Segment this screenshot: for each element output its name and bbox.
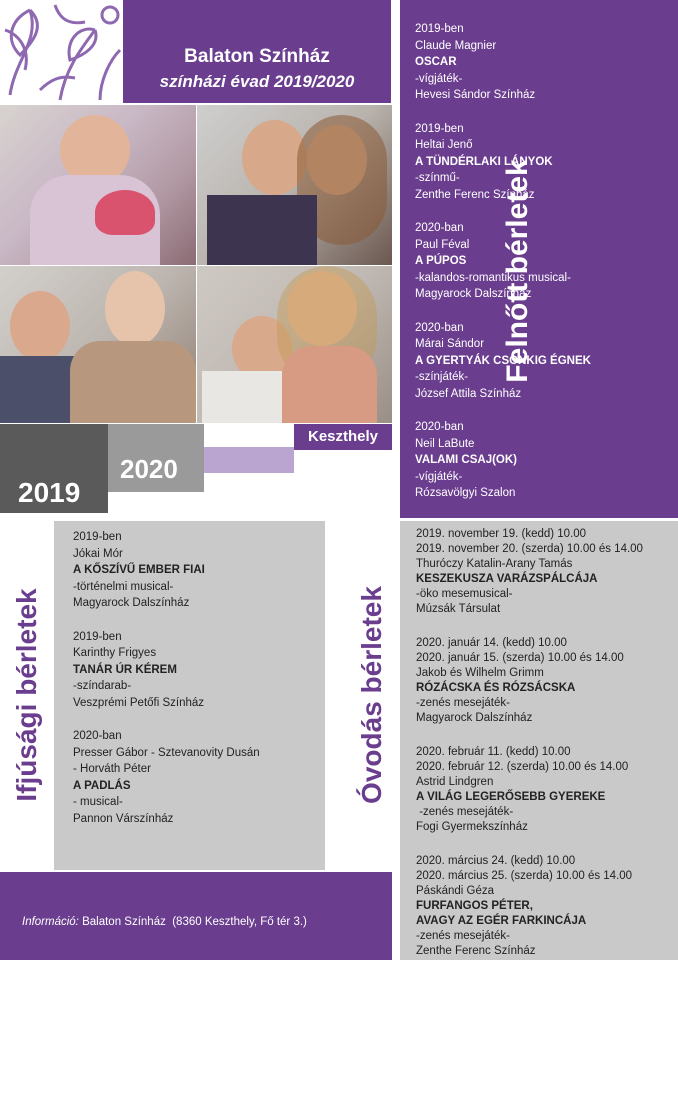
adult-item-when: 2020-ban [415,421,464,433]
footer-phone-line [22,965,387,982]
year-2020-block [108,424,204,492]
info-text: Balaton Színház (8360 Keszthely, Fő tér 3.) [78,916,307,928]
kinder-item-company: Fogi Gyermekszínház [416,821,528,833]
footer-season-line [22,1067,387,1084]
adult-item-play: OSCAR [415,56,457,68]
kinder-item-author: Thuróczy Katalin-Arany Tamás [416,558,573,570]
youth-item-play: TANÁR ÚR KÉREM [73,663,177,676]
season-title: színházi évad 2019/2020 [159,72,355,91]
youth-item-genre: -színdarab- [73,680,132,692]
kinder-item-date1: 2019. november 19. (kedd) 10.00 [416,528,587,540]
kinder-item [416,745,676,835]
kinder-item-date1: 2020. január 14. (kedd) 10.00 [416,637,567,649]
phone-label: Telefon: [22,967,63,979]
year-2019: 2019 [18,477,81,508]
adult-item-genre: -színmű- [415,172,460,184]
kinder-item-genre: -zenés mesejáték- [416,806,514,818]
kinder-title-wrap [345,520,400,870]
phone-number[interactable]: 83/515-230 [62,967,127,979]
year-2020: 2020 [120,454,178,484]
adult-item [415,21,635,104]
theatre-name: Balaton Színház [184,46,330,67]
youth-item-company: Pannon Várszínház [73,812,174,825]
light-purple-block [204,447,294,473]
sale-label: Értékesítés: [177,1069,239,1081]
footer-info [0,872,392,1081]
youth-item-when: 2020-ban [73,730,122,742]
youth-item-author: Presser Gábor - Sztevanovity Dusán [73,746,260,759]
youth-item [73,629,323,712]
adult-item-author: Heltai Jenő [415,139,473,151]
kinder-item-author: Páskándi Géza [416,885,494,897]
adult-item-play: A TÜNDÉRLAKI LÁNYOK [415,155,553,168]
footer-email-web[interactable]: jegy@balatonszinhaz.hu www.balatonszinhaz.hu [22,1018,275,1030]
kinder-item-date1: 2020. február 11. (kedd) 10.00 [416,746,571,758]
youth-list [73,529,323,844]
youth-item-genre: -történelmi musical- [73,580,174,593]
kinder-item-play: RÓZÁCSKA ÉS RÓZSÁCSKA [416,682,576,694]
city-name: Keszthely [307,428,379,445]
kinder-item-author: Jakob és Wilhelm Grimm [416,667,544,679]
adult-item-when: 2020-ban [415,321,464,334]
kinder-item-genre: -öko mesemusical- [416,588,513,600]
season-phone[interactable]: 83/515-232 [109,1069,178,1081]
info-label: Információ: [22,916,79,928]
kinder-section [400,521,678,960]
adult-item [415,320,635,403]
ticket-label: Jegypénztár: [126,967,196,979]
sale-text: szeptember 4-től [238,1069,327,1081]
kinder-item-company: Magyarock Dalszínház [416,712,533,724]
youth-title: Ifjúsági bérletek [11,588,42,802]
ticket-number[interactable]: 83/515-232 [195,967,258,979]
kinder-item-date2: 2020. február 12. (szerda) 10.00 és 14.00 [416,761,629,773]
adult-item-genre: -színjáték- [415,371,469,383]
kinder-item-date2: 2019. november 20. (szerda) 10.00 és 14.00 [416,543,643,555]
youth-item-genre: - musical- [73,796,123,808]
adult-section [400,0,678,518]
kinder-list [416,527,676,959]
kinder-item-genre: -zenés mesejáték- [416,930,510,942]
kinder-item-play-2: AVAGY AZ EGÉR FARKINCÁJA [416,915,587,927]
adult-item-genre: -kalandos-romantikus musical- [415,271,571,284]
youth-item [73,728,323,827]
adult-item-author: Márai Sándor [415,338,485,350]
kinder-item-play: A VILÁG LEGERŐSEBB GYEREKE [416,791,606,803]
youth-item-when: 2019-ben [73,531,122,543]
adult-item-play: A GYERTYÁK CSONKIG ÉGNEK [415,354,591,367]
footer-text [22,880,387,1118]
kinder-item-play: FURFANGOS PÉTER, [416,900,533,912]
youth-item-company: Magyarock Dalszínház [73,597,190,609]
kinder-item-author: Astrid Lindgren [416,776,494,788]
city-block [294,424,392,450]
photo-4 [197,266,392,423]
header-block [123,0,391,103]
youth-item-author-2: - Horváth Péter [73,763,151,775]
adult-item [415,121,635,204]
adult-item-when: 2019-ben [415,23,464,35]
kinder-item-date2: 2020. március 25. (szerda) 10.00 és 14.00 [416,870,633,882]
adult-item-when: 2020-ban [415,222,464,234]
adult-item-when: 2019-ben [415,122,464,135]
tulip-pattern-icon [0,0,123,103]
adult-title: Felnőtt bérletek [501,159,534,383]
adult-item-author: Neil LaBute [415,437,475,450]
photo-1 [0,105,196,265]
season-label: Bérletelőjegyzés: [22,1069,110,1081]
kinder-item-date2: 2020. január 15. (szerda) 10.00 és 14.00 [416,652,624,664]
kinder-item-genre: -zenés mesejáték- [416,697,510,709]
kinder-item-play: KESZEKUSZA VARÁZSPÁLCÁJA [416,573,598,585]
photo-2 [197,105,392,265]
kinder-item-company: Zenthe Ferenc Színház [416,945,536,957]
adult-item-company: Magyarock Dalszínház [415,288,532,300]
youth-title-wrap [0,520,54,870]
year-2019-block [0,424,108,513]
kinder-item [416,854,676,959]
adult-item-play: VALAMI CSAJ(OK) [415,454,518,466]
adult-item-play: A PÚPOS [415,255,467,267]
adult-item-company: Hevesi Sándor Színház [415,89,536,101]
adult-item-genre: -vígjáték- [415,72,463,85]
youth-item-play: A PADLÁS [73,779,131,792]
youth-item-author: Karinthy Frigyes [73,647,157,659]
adult-item-company: József Attila Színház [415,387,522,400]
footer-info-line [22,914,387,931]
adult-item [415,419,635,502]
youth-item [73,529,323,612]
kinder-item [416,527,676,617]
adult-item-company: Zenthe Ferenc Színház [415,188,535,201]
youth-item-when: 2019-ben [73,630,122,643]
tulip-pattern [0,0,123,103]
kinder-title: Óvodás bérletek [356,586,387,804]
adult-item-author: Claude Magnier [415,39,497,52]
youth-item-company: Veszprémi Petőfi Színház [73,696,205,709]
youth-section [54,521,325,870]
photo-3 [0,266,196,423]
adult-item-company: Rózsavölgyi Szalon [415,487,516,499]
youth-item-author: Jókai Mór [73,547,123,560]
adult-list [415,21,635,519]
adult-item-genre: -vígjáték- [415,470,463,483]
adult-item [415,220,635,303]
youth-item-play: A KŐSZÍVŰ EMBER FIAI [73,564,205,576]
kinder-item-date1: 2020. március 24. (kedd) 10.00 [416,855,576,867]
kinder-item-company: Múzsák Társulat [416,603,501,615]
adult-item-author: Paul Féval [415,238,470,251]
kinder-item [416,636,676,726]
